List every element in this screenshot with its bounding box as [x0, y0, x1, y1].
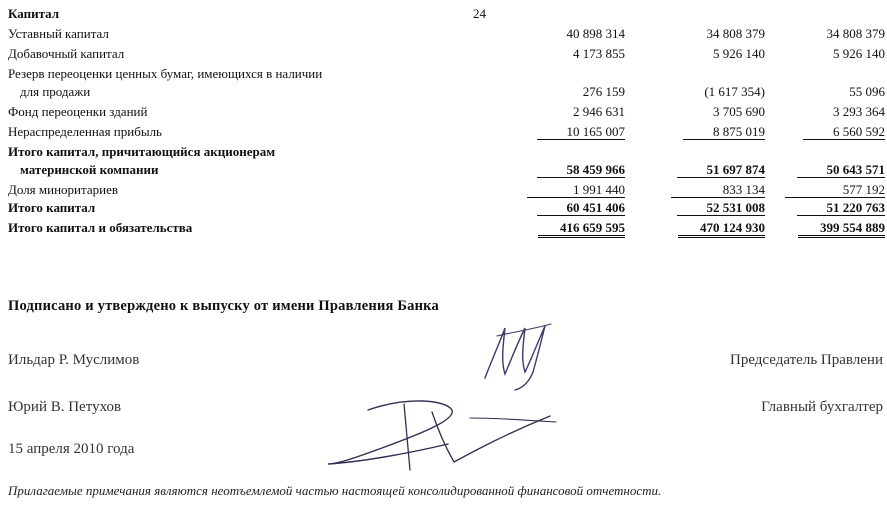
- value-2008: (1 617 354): [704, 84, 765, 99]
- value-2008: 3 705 690: [713, 104, 765, 119]
- value-double-underlined: 470 124 930: [678, 220, 765, 238]
- signature-heading: Подписано и утверждено к выпуску от имени Правления Банка: [8, 298, 439, 314]
- value-2008: [625, 220, 765, 236]
- value-2008: [625, 200, 765, 216]
- value-2007: [765, 200, 885, 216]
- value-2009: [470, 182, 625, 198]
- signature-date: 15 апреля 2010 года: [8, 441, 135, 457]
- signer-name-chairman: Ильдар Р. Муслимов: [8, 352, 140, 368]
- signer-role-chief-accountant: Главный бухгалтер: [761, 399, 883, 415]
- value-underlined: 8 875 019: [683, 124, 765, 140]
- value-2009: [470, 220, 625, 236]
- note-number: 24: [473, 6, 486, 21]
- value-2007: 5 926 140: [833, 46, 885, 61]
- footnote: Прилагаемые примечания являются неотъемлемой частью настоящей консолидированной финансовой отчетности.: [8, 483, 662, 498]
- value-2009: [470, 124, 625, 140]
- row-label-continuation: материнской компании: [20, 162, 159, 177]
- row-label: Добавочный капитал: [8, 46, 125, 61]
- value-2007: [765, 162, 885, 178]
- value-double-underlined: 416 659 595: [538, 220, 625, 238]
- value-underlined: 833 134: [671, 182, 765, 198]
- value-2009: [470, 162, 625, 178]
- row-label: Нераспределенная прибыль: [8, 124, 162, 139]
- signer-name-chief-accountant: Юрий В. Петухов: [8, 399, 122, 415]
- value-2009: 2 946 631: [573, 104, 625, 119]
- row-label: Резерв переоценки ценных бумаг, имеющихся в наличии: [8, 66, 323, 81]
- value-2009: [470, 200, 625, 216]
- value-2009: 4 173 855: [573, 46, 625, 61]
- row-label: Итого капитал и обязательства: [8, 220, 193, 235]
- value-underlined: 51 697 874: [677, 162, 766, 178]
- value-2008: 34 808 379: [706, 26, 765, 41]
- value-2008: [625, 182, 765, 198]
- value-2008: [625, 162, 765, 178]
- value-underlined: 60 451 406: [537, 200, 626, 216]
- row-label: Доля миноритариев: [8, 182, 118, 197]
- value-underlined: 577 192: [785, 182, 885, 198]
- value-2009: 40 898 314: [566, 26, 625, 41]
- value-underlined: 52 531 008: [677, 200, 766, 216]
- row-label: Итого капитал, причитающийся акционерам: [8, 144, 276, 159]
- value-2008: 5 926 140: [713, 46, 765, 61]
- row-label-continuation: для продажи: [20, 84, 91, 99]
- row-label: Итого капитал: [8, 200, 96, 215]
- value-2007: [765, 124, 885, 140]
- value-2007: [765, 220, 885, 236]
- row-label: Капитал: [8, 6, 60, 21]
- value-underlined: 1 991 440: [527, 182, 625, 198]
- value-2008: [625, 124, 765, 140]
- value-underlined: 51 220 763: [797, 200, 886, 216]
- value-underlined: 10 165 007: [537, 124, 626, 140]
- value-2007: 3 293 364: [833, 104, 885, 119]
- value-underlined: 58 459 966: [537, 162, 626, 178]
- signer-role-chairman: Председатель Правлени: [730, 352, 883, 368]
- value-2007: 55 096: [849, 84, 885, 99]
- value-2009: 276 159: [582, 84, 625, 99]
- value-2007: [765, 182, 885, 198]
- value-2007: 34 808 379: [826, 26, 885, 41]
- handwritten-signature-chief-accountant: [320, 392, 570, 474]
- value-double-underlined: 399 554 889: [798, 220, 885, 238]
- handwritten-signature-chairman: [455, 316, 565, 396]
- row-label: Фонд переоценки зданий: [8, 104, 148, 119]
- value-underlined: 50 643 571: [797, 162, 886, 178]
- value-underlined: 6 560 592: [803, 124, 885, 140]
- row-label: Уставный капитал: [8, 26, 109, 41]
